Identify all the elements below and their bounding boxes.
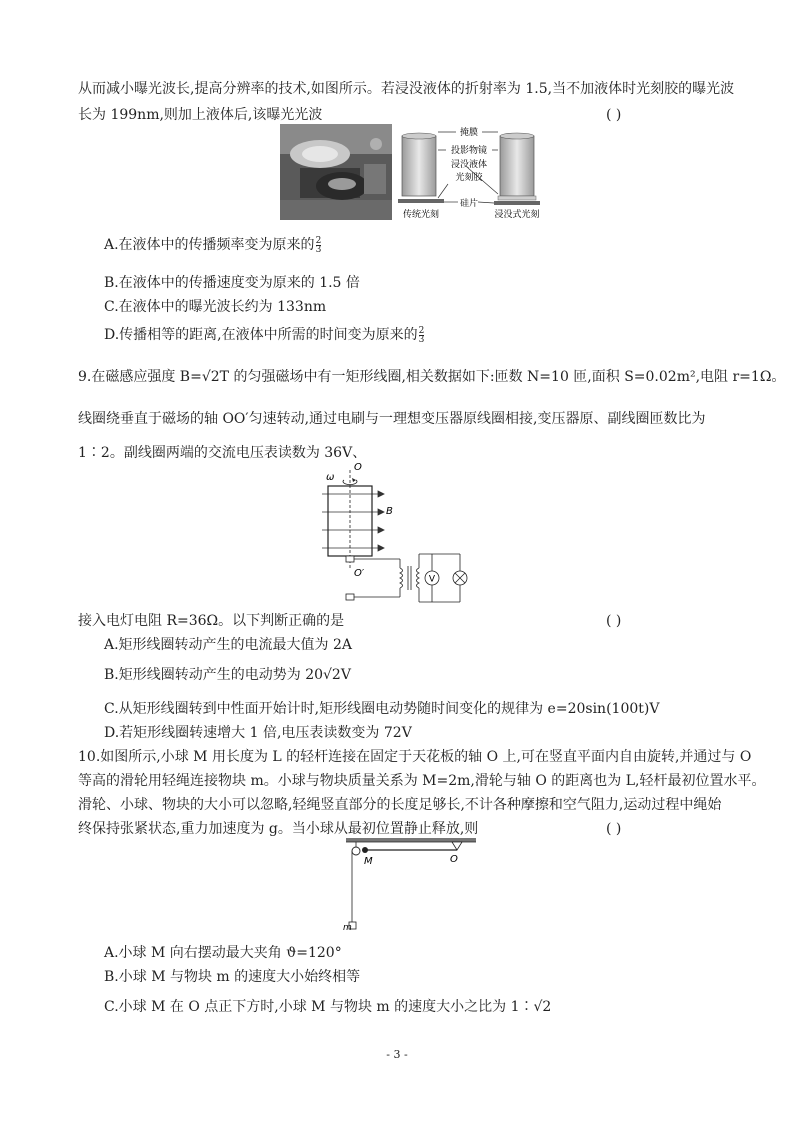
q9-stem-line-4: 接入电灯电阻 R=36Ω。以下判断正确的是 (78, 613, 345, 629)
q8-stem-line-2: 长为 199nm,则加上液体后,该曝光光波 (78, 107, 323, 123)
q9-stem-line-3: 1∶2。副线圈两端的交流电压表读数为 36V、 (78, 445, 367, 461)
q10-stem-line-3: 滑轮、小球、物块的大小可以忽略,轻绳竖直部分的长度足够长,不计各种摩擦和空气阻力,运动过程中绳始 (78, 797, 722, 813)
q9-option-c: C.从矩形线圈转到中性面开始计时,矩形线圈电动势随时间变化的规律为 e=20sin(100t)V (104, 701, 660, 717)
q9-option-b: B.矩形线圈转动产生的电动势为 20√2V (104, 667, 351, 683)
label-axis-o-prime: O′ (354, 568, 365, 579)
label-wafer: 硅片 (459, 199, 479, 209)
q10-option-b: B.小球 M 与物块 m 的速度大小始终相等 (104, 969, 361, 985)
label-photoresist: 光刻胶 (455, 173, 483, 183)
label-axis-o: O (354, 462, 362, 473)
q8-option-a: A.在液体中的传播频率变为原来的 $\frac{2}{3}$ (104, 235, 322, 255)
q10-stem-line-1: 10.如图所示,小球 M 用长度为 L 的轻杆连接在固定于天花板的轴 O 上,可在竖直平面内自由旋转,并通过与 O (78, 749, 752, 765)
label-ball-m-upper: M (364, 856, 373, 867)
q10-stem-line-4: 终保持张紧状态,重力加速度为 g。当小球从最初位置静止释放,则 (78, 821, 479, 837)
q9-stem-line-2: 线圈绕垂直于磁场的轴 OO′匀速转动,通过电刷与一理想变压器原线圈相接,变压器原、副线圈匝数比为 (78, 411, 706, 427)
label-traditional-lithography: 传统光刻 (402, 210, 440, 220)
q10-answer-bracket: ( ) (606, 821, 622, 837)
q9-option-a: A.矩形线圈转动产生的电流最大值为 2A (104, 637, 353, 653)
q8-stem-line-1: 从而减小曝光波长,提高分辨率的技术,如图所示。若浸没液体的折射率为 1.5,当不加液体时光刻胶的曝光波 (78, 81, 735, 97)
q10-option-a: A.小球 M 向右摆动最大夹角 ϑ=120° (104, 945, 342, 961)
label-voltmeter: V (428, 574, 436, 585)
page-number: - 3 - (386, 1048, 408, 1061)
pulley-rod-diagram (343, 838, 476, 936)
q8-answer-bracket: ( ) (606, 107, 622, 123)
label-immersion-lithography: 浸没式光刻 (494, 210, 540, 220)
q9-answer-bracket: ( ) (606, 613, 622, 629)
q8-option-b: B.在液体中的传播速度变为原来的 1.5 倍 (104, 275, 360, 291)
label-mask: 掩膜 (459, 128, 479, 138)
generator-transformer-diagram (322, 460, 472, 608)
lithography-diagram (398, 124, 548, 220)
label-projection-lens: 投影物镜 (450, 146, 488, 156)
q8-option-d: D.传播相等的距离,在液体中所需的时间变为原来的 $\frac{2}{3}$ (104, 325, 425, 345)
q10-stem-line-2: 等高的滑轮用轻绳连接物块 m。小球与物块质量关系为 M=2m,滑轮与轴 O 的距离也为 L,轻杆最初位置水平。 (78, 773, 766, 789)
label-block-m: m (343, 923, 352, 933)
label-omega: ω (326, 472, 335, 483)
label-field-b: B (386, 506, 393, 517)
label-axis-o: O (450, 854, 458, 865)
q8-option-c: C.在液体中的曝光波长约为 133nm (104, 299, 327, 315)
q9-stem-line-1: 9.在磁感应强度 B=√2T 的匀强磁场中有一矩形线圈,相关数据如下:匝数 N=10 匝,面积 S=0.02m²,电阻 r=1Ω。 (78, 369, 786, 385)
q10-option-c: C.小球 M 在 O 点正下方时,小球 M 与物块 m 的速度大小之比为 1∶√2 (104, 999, 552, 1015)
q9-option-d: D.若矩形线圈转速增大 1 倍,电压表读数变为 72V (104, 725, 412, 741)
lithography-photo (280, 124, 392, 220)
label-immersion-liquid: 浸没液体 (450, 160, 488, 170)
